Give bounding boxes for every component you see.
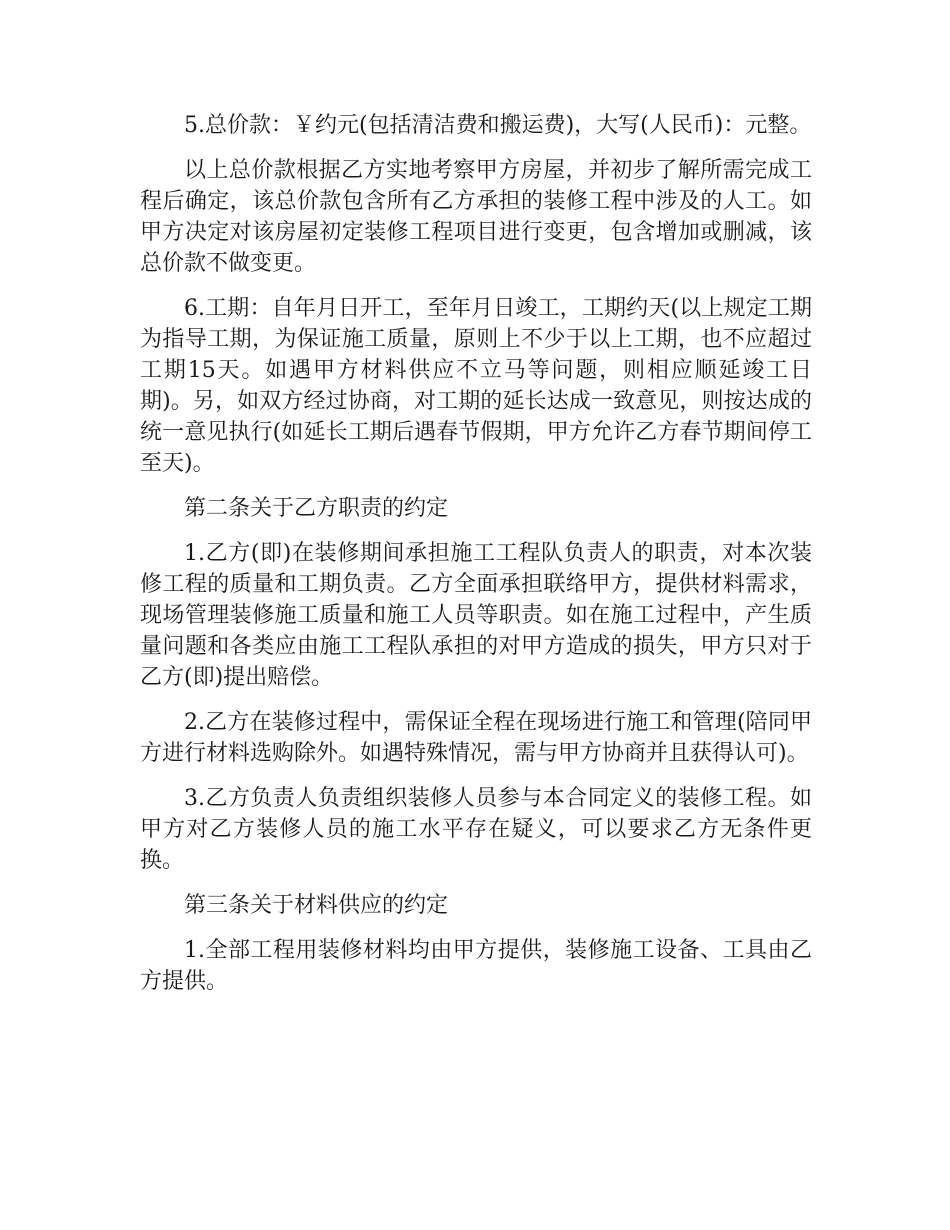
paragraph-duty-3: 3.乙方负责人负责组织装修人员参与本合同定义的装修工程。如甲方对乙方装修人员的施工水平存在疑义，可以要求乙方无条件更换。 — [140, 786, 812, 873]
section-heading-party-b-duties: 第二条关于乙方职责的约定 — [184, 496, 449, 521]
paragraph-total-price: 5.总价款：￥约元(包括清洁费和搬运费)，大写(人民币)：元整。 — [184, 113, 812, 138]
section-heading-materials: 第三条关于材料供应的约定 — [184, 893, 449, 918]
paragraph-materials-1: 1.全部工程用装修材料均由甲方提供，装修施工设备、工具由乙方提供。 — [140, 938, 812, 994]
paragraph-duty-2: 2.乙方在装修过程中，需保证全程在现场进行施工和管理(陪同甲方进行材料选购除外。如遇特殊情况，需与甲方协商并且获得认可)。 — [140, 710, 812, 766]
paragraph-schedule: 6.工期：自年月日开工，至年月日竣工，工期约天(以上规定工期为指导工期，为保证施工质量，原则上不少于以上工期，也不应超过工期15天。如遇甲方材料供应不立马等问题，则相应顺延竣工日期)。另，如双方经过协商，对工期的延长达成一致意见，则按达成的统一意见执行(如延长工期后遇春节假期，甲方允许乙方春节期间停工至天)。 — [140, 296, 812, 476]
document-body — [140, 110, 812, 1011]
paragraph-price-note: 以上总价款根据乙方实地考察甲方房屋，并初步了解所需完成工程后确定，该总价款包含所有乙方承担的装修工程中涉及的人工。如甲方决定对该房屋初定装修工程项目进行变更，包含增加或删减，该总价款不做变更。 — [140, 158, 812, 276]
paragraph-duty-1: 1.乙方(即)在装修期间承担施工工程队负责人的职责，对本次装修工程的质量和工期负责。乙方全面承担联络甲方，提供材料需求，现场管理装修施工质量和施工人员等职责。如在施工过程中，产生质量问题和各类应由施工工程队承担的对甲方造成的损失，甲方只对于乙方(即)提出赔偿。 — [140, 541, 812, 690]
